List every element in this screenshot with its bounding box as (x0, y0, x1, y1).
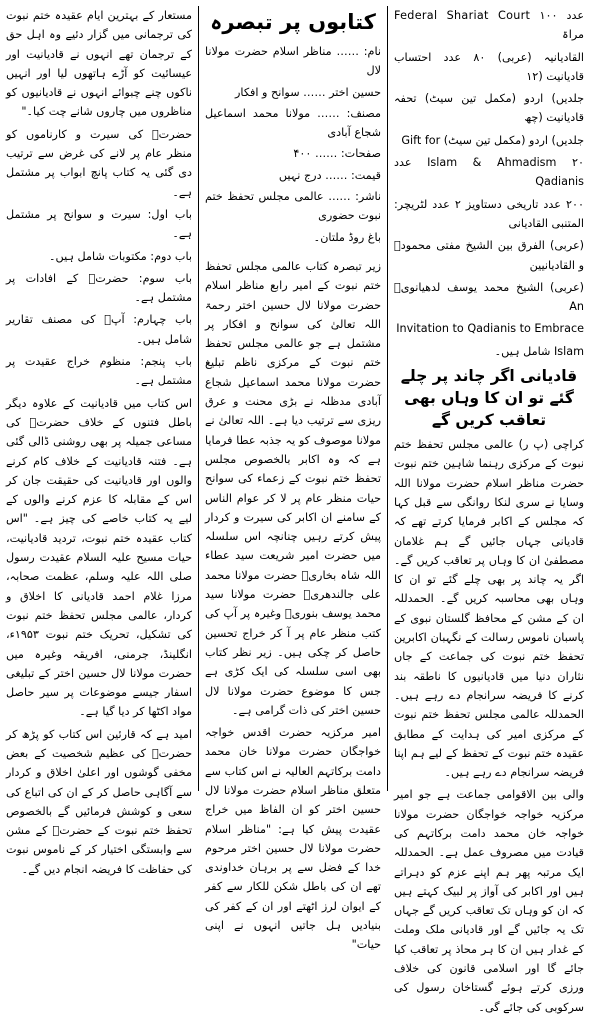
review-paragraph: امیر مرکزیہ حضرت اقدس خواجہ خواجگان حضرت مولانا خان محمد دامت برکاتہم العالیہ نے اس کتاب سے متعلق مناظر اسلام حضرت مولانا لال حسین اختر کو ان الفاظ میں خراج عقیدت پیش کیا ہے: "مناظر اسلام حضرت مولانا لال حسین اختر مرحوم خدا کے فضل سے پر برہان خداوندی تھے ان کی باطل شکن للکار سے کفر کے ایوان لرز اٹھتے اور ان کے کفر کی بنیادیں ہل جاتیں انہوں نے اپنی حیات" (205, 726, 381, 952)
book-list-line: Federal Shariat Court ۱۰۰ عدد مراۃ (394, 9, 584, 42)
right-column (388, 6, 585, 1014)
meta-pages: صفحات: …… ۴۰۰ (293, 147, 381, 161)
book-list-line: (عربی) الفرق بین الشیخ مفتی محمودؒ و القادیانیین (394, 239, 584, 272)
chapter-item: باب پنجم: منظوم خراج عقیدت پر مشتمل ہے۔ (6, 355, 192, 388)
chapter-item: باب اول: سیرت و سوانح پر مشتمل ہے۔ (6, 207, 192, 241)
review-paragraph: زیر تبصرہ کتاب عالمی مجلس تحفظ ختم نبوت کے امیر رابع مناظر اسلام حضرت مولانا لال حسین اختر رحمۃ اللہ تعالیٰ کی سوانح و افکار پر مشتمل ہے جو عالمی مجلس تحفظ ختم نبوت کے مرکزی ناظم تبلیغ حضرت مولانا محمد اسماعیل شجاع آبادی مدظلہ نے بڑی محنت و عرق ریزی سے ترتیب دیا ہے۔ اللہ تعالیٰ نے مولانا موصوف کو یہ جذبہ عطا فرمایا ہے کہ وہ اکابر بالخصوص مجلس تحفظ ختم نبوت کے زعماء کی سوانح حیات منظر عام پر لا کر عوام الناس کے سامنے ان اکابر کی سیرت و کردار پیش کرتے رہیں چنانچہ اس سلسلہ میں حضرت امیر شریعت سید عطاء اللہ شاہ بخاریؒ حضرت مولانا محمد علی جالندھریؒ حضرت مولانا سید محمد یوسف بنوریؒ وغیرہ پر آپ کی کتب منظر عام پر آ کر خراج تحسین حاصل کر چکی ہیں۔ زیر نظر کتاب بھی اسی سلسلہ کی ایک کڑی ہے جس کا موضوع حضرت مولانا لال حسین اختر کی ذات گرامی ہے۔ (205, 259, 381, 717)
review-paragraph: امید ہے کہ قارئین اس کتاب کو پڑھ کر حضرتؒ کی عظیم شخصیت کے بعض مخفی گوشوں اور اعلیٰ اخلاق و کردار سے آگاہی حاصل کر کے ان کی اتباع کی سعی و کوشش فرمائیں گے بالخصوص تحفظ ختم نبوت کے حضرتؒ کے مشن سے وابستگی اختیار کر کے ناموس نبوت کی حفاظت کا فریضہ انجام دیں گے۔ (6, 727, 192, 876)
chapter-item: باب دوم: مکتوبات شامل ہیں۔ (49, 249, 192, 263)
book-list-line: جلدیں) اردو (مکمل تین سیٹ) Gift for (401, 133, 584, 147)
review-paragraph: اس کتاب میں قادیانیت کے علاوہ دیگر باطل فتنوں کے خلاف حضرتؒ کی مساعی جمیلہ پر بھی روشنی ڈالی گئی ہے۔ فتنہ قادیانیت کے خلاف کام کرنے والوں اور قادیانیت کی حقیقت جان کر اس کے مقابلہ کا عزم کرنے والوں کے لیے یہ کتاب خاصے کی چیز ہے۔ "اس کتاب عقیدہ ختم نبوت، تردید قادیانیت، حیات مسیح علیہ السلام عقیدت رسول صلی اللہ علیہ وسلم، عظمت صحابہ، مرزا غلام احمد قادیانی کا اخلاق و کردار، عالمی مجلس تحفظ ختم نبوت کی تشکیل، تحریک ختم نبوت ۱۹۵۳ء، انگلینڈ، جرمنی، افریقہ وغیرہ میں حضرت مولانا لال حسین اختر کے تبلیغی اسفار جیسے موضوعات پر سیر حاصل مواد اکٹھا کر دیا گیا ہے۔ (6, 396, 192, 719)
meta-name: نام: …… مناظر اسلام حضرت مولانا لال (205, 45, 381, 78)
meta-address: باغ روڈ ملتان۔ (313, 230, 381, 244)
section-masthead: کتابوں پر تبصرہ (210, 10, 376, 34)
chapter-item: باب چہارم: آپؒ کی مصنف تقاریر شامل ہیں۔ (6, 313, 192, 346)
news-paragraph: والی بین الاقوامی جماعت ہے جو امیر مرکزیہ خواجہ خواجگان حضرت مولانا خواجہ خان محمد دامت برکاتہم کی قیادت میں مصروف عمل ہے۔ الحمدللہ ایک مرتبہ پھر ہم اپنے عزم کو دہراتے ہیں اور اکابر کی آواز پر لبیک کہتے ہیں کہ ان کو وہاں تک تعاقب کریں گے جہاں تک یہ جائیں گے اور قادیانی ملک وملت کے غدار ہیں ان کا ہر محاذ پر تعاقب کیا جائے گا اور اسلامی قانون کی خلاف ورزی کرتے ہوئے گستاخان رسول کی سرکوبی کی جائے گی۔ (394, 788, 584, 1014)
news-paragraph: کراچی (پ ر) عالمی مجلس تحفظ ختم نبوت کے مرکزی رہنما شاہین ختم نبوت حضرت مناظر اسلام حضرت مولانا اللہ وسایا نے سری لنکا روانگی سے قبل کہا کہ مجلس کے اکابر فرمایا کرتے تھے کہ قادیانی جہاں جائیں گے ہم غلامان مصطفیٰ ان کا وہاں پر تعاقب کریں گے۔ اگر یہ چاند پر بھی چلے گئے تو ان کا وہاں بھی محاسبہ کریں گے۔ الحمدللہ ان کے مشن کے محافظ گلستان نبوی کے پاسبان ناموس رسالت کے نگہبان اکابرین تحفظ ختم نبوت کی جماعت کے جاں نثاران دنیا میں قادیانیوں کا ناطقہ بند کرنے کا فریضہ سرانجام دے رہے ہیں۔ الحمدللہ عالمی مجلس تحفظ ختم نبوت کے مرکزی امیر کی ہدایت کے مطابق عقیدہ ختم نبوت کے تحفظ کے لیے ہم اپنا فریضہ سرانجام دے رہے ہیں۔ (394, 438, 584, 780)
spacer (205, 249, 381, 257)
middle-column (198, 6, 388, 952)
book-list-line: جلدیں) اردو (مکمل تین سیٹ) تحفہ قادیانیت (چھ (394, 92, 584, 125)
book-list-line: Invitation to Qadianis to Embrace (396, 322, 584, 336)
book-list-line: القادیانیہ (عربی) ۸۰ عدد احتساب قادیانیت (۱۲ (394, 50, 585, 83)
chapter-item: باب سوم: حضرتؒ کے افادات پر مشتمل ہے۔ (6, 271, 192, 305)
left-column (6, 6, 198, 876)
book-meta (205, 42, 381, 247)
meta-price: قیمت: …… درج نہیں (278, 168, 381, 182)
columns (6, 6, 585, 1014)
meta-name-cont: حسین اختر …… سوانح و افکار (235, 85, 381, 99)
meta-publisher: ناشر: …… عالمی مجلس تحفظ ختم نبوت حضوری (205, 190, 381, 223)
book-list-line: Islam & Ahmadism ۲۰ عدد Qadianis (394, 156, 584, 189)
review-paragraph: مستعار کے بہترین ایام عقیدہ ختم نبوت کی ترجمانی میں گزار دئیے وہ اہل حق کے ترجمان تھے انہوں نے قادیانیت اور عیسائیت کو آڑے ہاتھوں لیا اور انہیں ناکوں چنے چبوائے انہوں نے قادیانیوں کو مناظروں میں چاروں شانے چت کیا۔" (6, 9, 192, 119)
review-paragraph: حضرتؒ کی سیرت و کارناموں کو منظر عام پر لانے کی غرض سے ترتیب دی گئی یہ کتاب پانچ ابواب پر مشتمل ہے۔ (6, 127, 192, 199)
book-list-line: ۲۰۰ عدد تاریخی دستاویز ۲ عدد لٹریچر: المتنبی القادیانی (394, 197, 584, 230)
book-list-line: Islam شامل ہیں۔ (494, 344, 584, 358)
meta-author: مصنف: …… مولانا محمد اسماعیل شجاع آبادی (205, 106, 381, 140)
news-headline: قادیانی اگر چاند پر چلے گئے تو ان کا وہاں بھی تعاقب کریں گے (400, 367, 578, 430)
book-list-line: (عربی) الشیخ محمد یوسف لدھیانویؒ An (394, 280, 584, 314)
